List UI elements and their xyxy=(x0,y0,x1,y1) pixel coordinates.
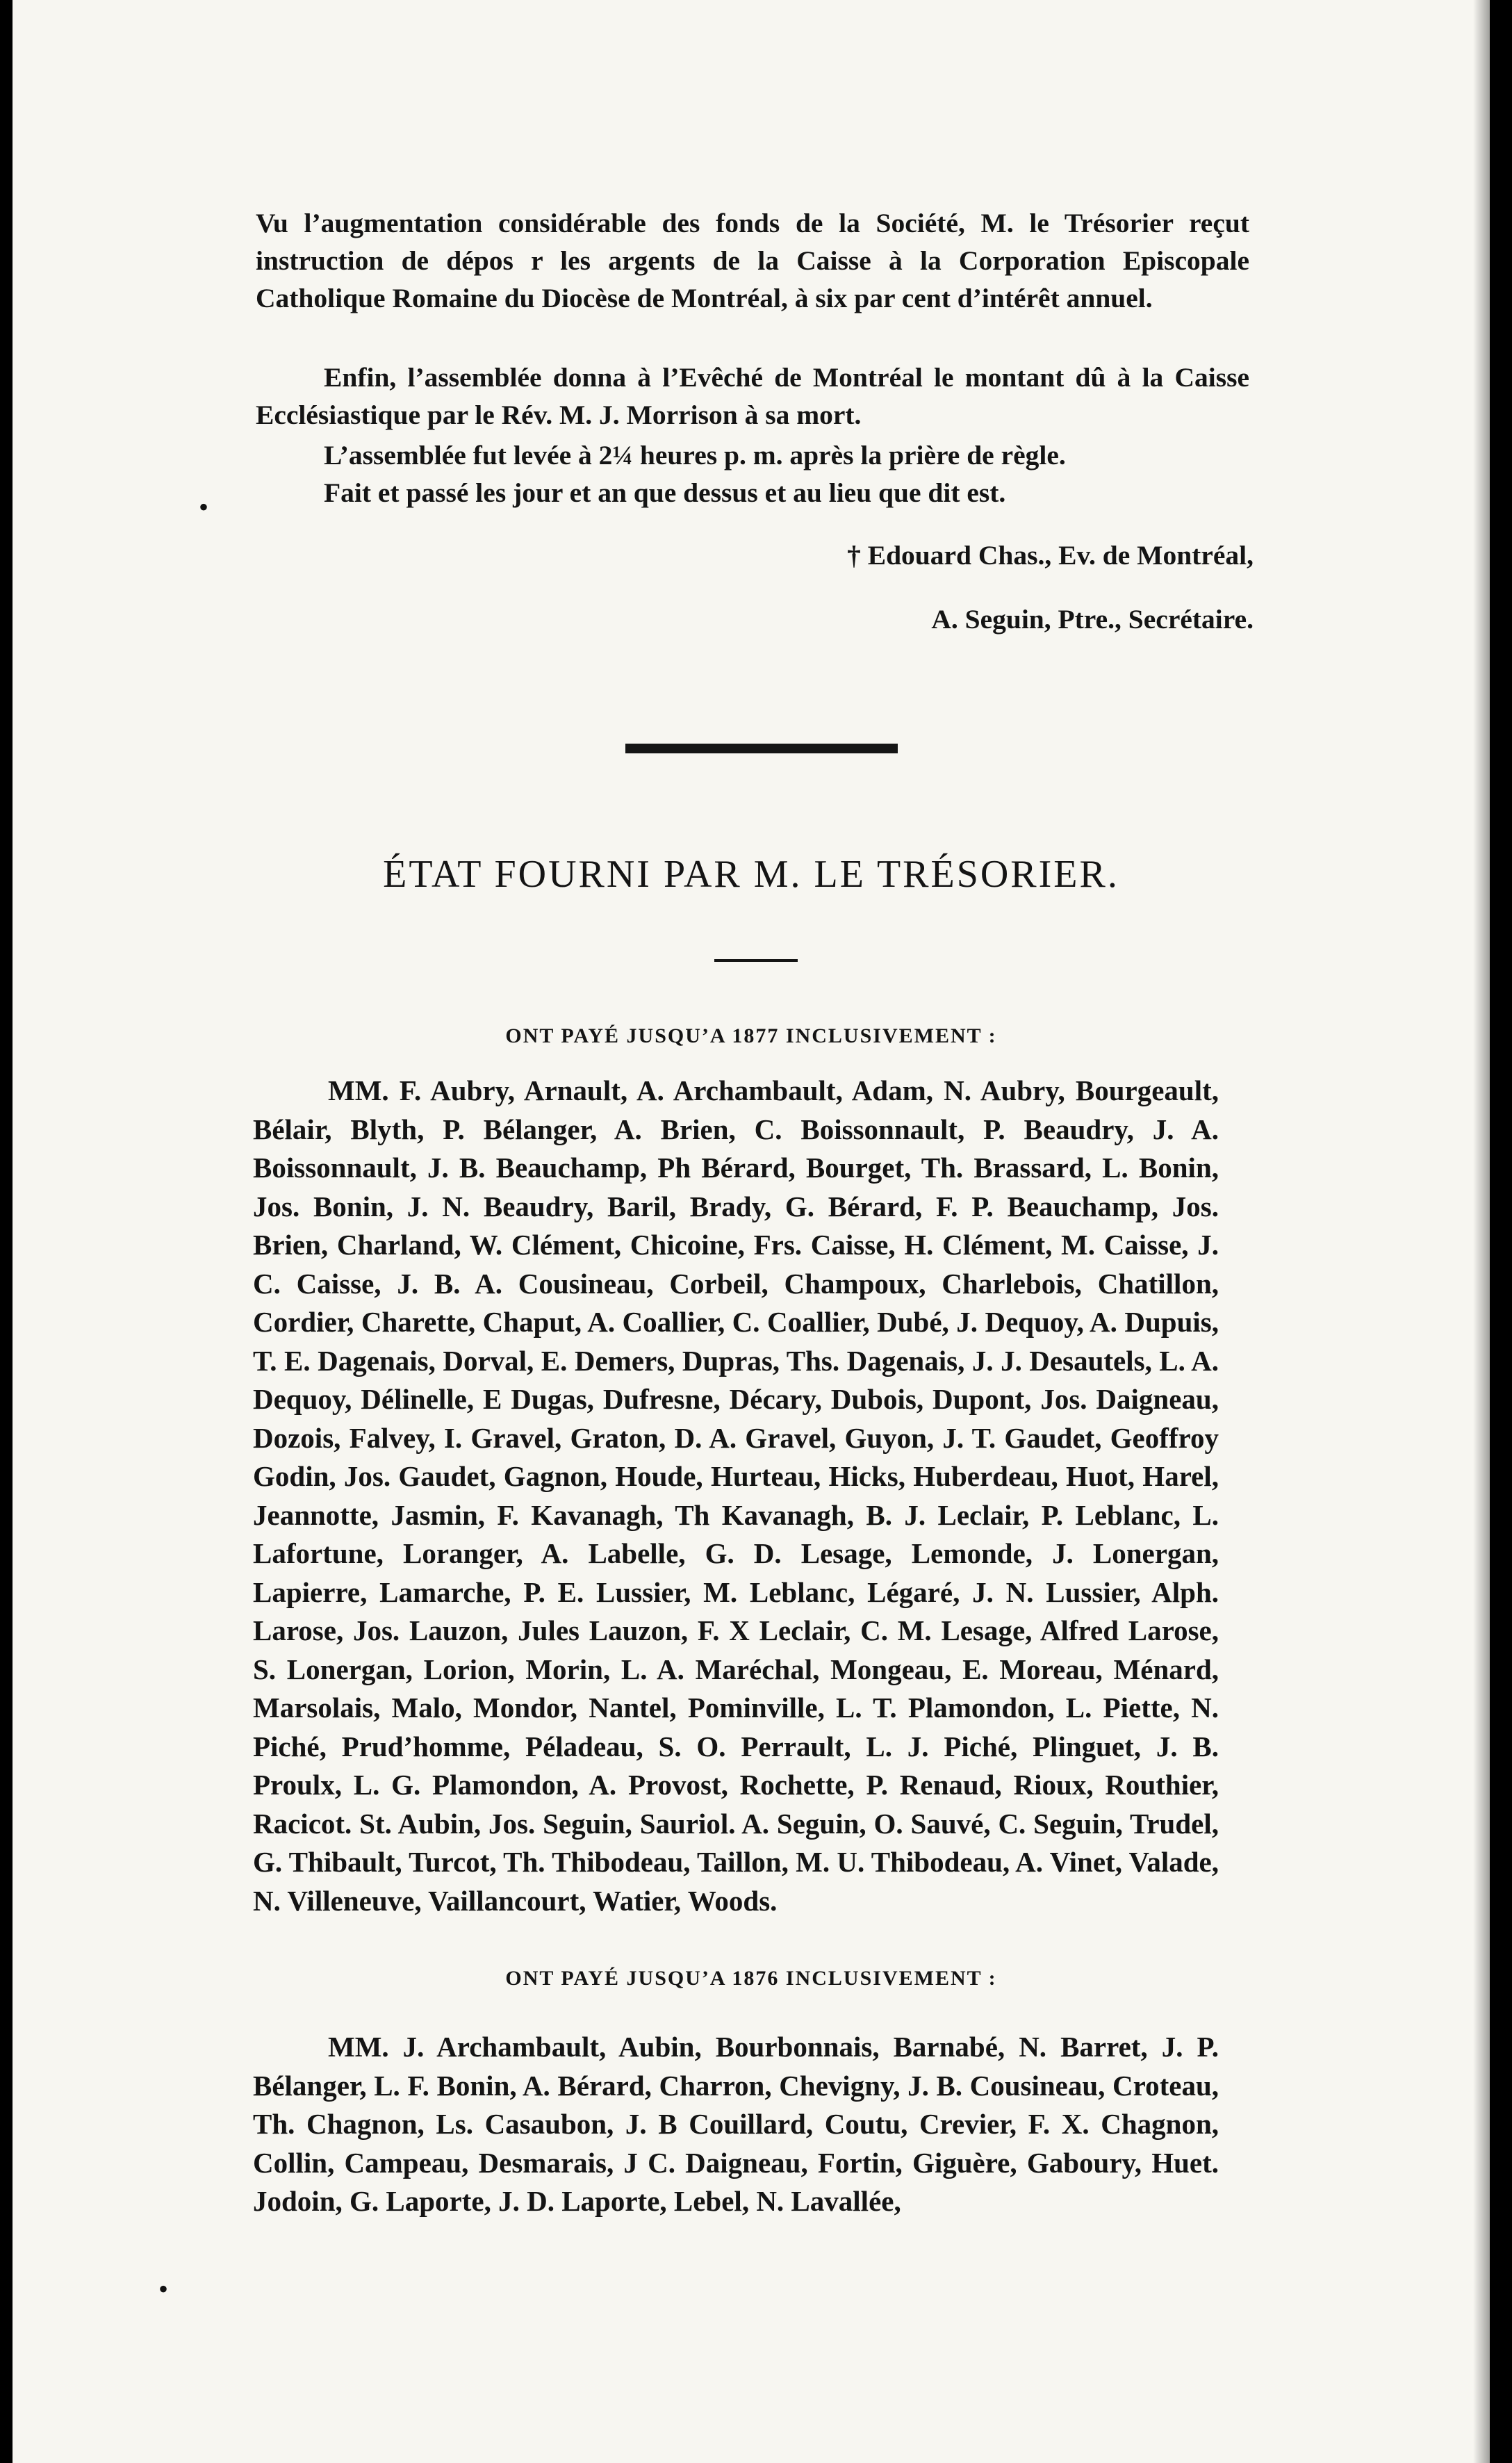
secretary-signature: A. Seguin, Ptre., Secrétaire. xyxy=(931,604,1254,635)
report-title: ÉTAT FOURNI PAR M. LE TRÉSORIER. xyxy=(383,853,1119,896)
bishop-signature: † Edouard Chas., Ev. de Montréal, xyxy=(847,540,1254,571)
title-underline xyxy=(714,959,798,962)
margin-dot: • xyxy=(158,2273,169,2305)
minutes-paragraph: L’assemblée fut levée à 2¼ heures p. m. après la prière de règle. xyxy=(324,440,1066,470)
minutes-paragraph: Vu l’augmentation considérable des fonds de la Société, M. le Trésorier reçut instruction de dépos r les argents de la Caisse à la Corporation Episcopale Catholique Romaine du Diocèse de Montréal, à six par cent d’intérêt annuel. xyxy=(256,208,1249,313)
section-heading-1876: ONT PAYÉ JUSQU’A 1876 INCLUSIVEMENT : xyxy=(505,1967,997,1990)
minutes-paragraph: Enfin, l’assemblée donna à l’Evêché de Montréal le montant dû à la Caisse Ecclésiastique par le Rév. M. J. Morrison à sa mort. xyxy=(256,362,1249,430)
section-divider xyxy=(625,744,898,753)
page-edge-shadow xyxy=(1473,0,1490,2463)
minutes-paragraph: Fait et passé les jour et an que dessus et au lieu que dit est. xyxy=(324,477,1006,508)
names-list-1876: MM. J. Archambault, Aubin, Bourbonnais, Barnabé, N. Barret, J. P. Bélanger, L. F. Bonin, A. Bérard, Charron, Chevigny, J. B. Cousineau, Croteau, Th. Chagnon, Ls. Casaubon, J. B Couillard, Coutu, Crevier, F. X. Chagnon, Collin, Campeau, Desmarais, J C. Daigneau, Fortin, Giguère, Gaboury, Huet. Jodoin, G. Laporte, J. D. Laporte, Lebel, N. Lavallée, xyxy=(253,2031,1219,2217)
scanned-page xyxy=(13,0,1490,2463)
section-heading-1877: ONT PAYÉ JUSQU’A 1877 INCLUSIVEMENT : xyxy=(505,1024,997,1047)
margin-dot: • xyxy=(199,491,209,523)
names-list-1877: MM. F. Aubry, Arnault, A. Archambault, Adam, N. Aubry, Bourgeault, Bélair, Blyth, P. Bélanger, A. Brien, C. Boissonnault, P. Beaudry, J. A. Boissonnault, J. B. Beauchamp, Ph Bérard, Bourget, Th. Brassard, L. Bonin, Jos. Bonin, J. N. Beaudry, Baril, Brady, G. Bérard, F. P. Beauchamp, Jos. Brien, Charland, W. Clément, Chicoine, Frs. Caisse, H. Clément, M. Caisse, J. C. Caisse, J. B. A. Cousineau, Corbeil, Champoux, Charlebois, Chatillon, Cordier, Charette, Chaput, A. Coallier, C. Coallier, Dubé, J. Dequoy, A. Dupuis, T. E. Dagenais, Dorval, E. Demers, Dupras, Ths. Dagenais, J. J. Desautels, L. A. Dequoy, Délinelle, E Dugas, Dufresne, Décary, Dubois, Dupont, Jos. Daigneau, Dozois, Falvey, I. Gravel, Graton, D. A. Gravel, Guyon, J. T. Gaudet, Geoffroy Godin, Jos. Gaudet, Gagnon, Houde, Hurteau, Hicks, Huberdeau, Huot, Harel, Jeannotte, Jasmin, F. Kavanagh, Th Kavanagh, B. J. Leclair, P. Leblanc, L. Lafortune, Loranger, A. Labelle, G. D. Lesage, Lemonde, J. Lonergan, Lapierre, Lamarche, P. E. Lussier, M. Leblanc, Légaré, J. N. Lussier, Alph. Larose, Jos. Lauzon, Jules Lauzon, F. X Leclair, C. M. Lesage, Alfred Larose, S. Lonergan, Lorion, Morin, L. A. Maréchal, Mongeau, E. Moreau, Ménard, Marsolais, Malo, Mondor, Nantel, Pominville, L. T. Plamondon, L. Piette, N. Piché, Prud’homme, Péladeau, S. O. Perrault, L. J. Piché, Plinguet, J. B. Proulx, L. G. Plamondon, A. Provost, Rochette, P. Renaud, Rioux, Routhier, Racicot. St. Aubin, Jos. Seguin, Sauriol. A. Seguin, O. Sauvé, C. Seguin, Trudel, G. Thibault, Turcot, Th. Thibodeau, Taillon, M. U. Thibodeau, A. Vinet, Valade, N. Villeneuve, Vaillancourt, Watier, Woods. xyxy=(253,1074,1219,1917)
